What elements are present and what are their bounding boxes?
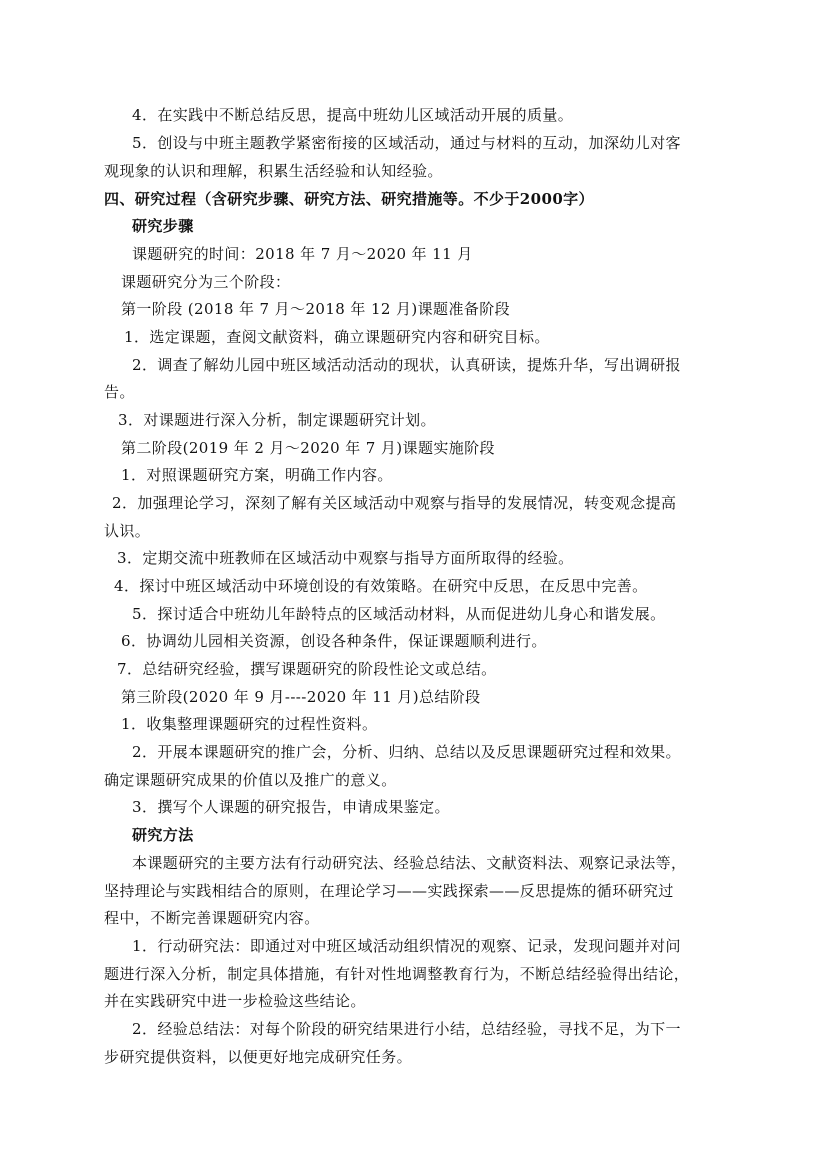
text-line: 5．探讨适合中班幼儿年龄特点的区域活动材料，从而促进幼儿身心和谐发展。 xyxy=(132,605,666,623)
text-line: 并在实践研究中进一步检验这些结论。 xyxy=(104,992,366,1010)
text-line: 本课题研究的主要方法有行动研究法、经验总结法、文献资料法、观察记录法等， xyxy=(132,854,687,872)
text-line: 1．行动研究法：即通过对中班区域活动组织情况的观察、记录，发现问题并对问 xyxy=(132,937,681,955)
text-line: 7．总结研究经验，撰写课题研究的阶段性论文或总结。 xyxy=(117,660,497,678)
text-line: 2．调查了解幼儿园中班区域活动活动的现状，认真研读，提炼升华，写出调研报 xyxy=(132,356,681,374)
text-line: 2．经验总结法：对每个阶段的研究结果进行小结，总结经验，寻找不足，为下一 xyxy=(132,1020,681,1038)
text-line: 5．创设与中班主题教学紧密衔接的区域活动，通过与材料的互动，加深幼儿对客 xyxy=(132,134,681,152)
text-line: 1．对照课题研究方案，明确工作内容。 xyxy=(121,466,393,484)
section-heading: 四、研究过程（含研究步骤、研究方法、研究措施等。不少于2000字） xyxy=(104,190,594,208)
text-line: 步研究提供资料，以便更好地完成研究任务。 xyxy=(104,1048,413,1066)
text-line: 告。 xyxy=(104,383,135,401)
text-line: 题进行深入分析，制定具体措施，有针对性地调整教育行为，不断总结经验得出结论， xyxy=(104,965,690,983)
text-line: 第一阶段 (2018 年 7 月～2018 年 12 月)课题准备阶段 xyxy=(121,300,511,318)
text-line: 第二阶段(2019 年 2 月～2020 年 7 月)课题实施阶段 xyxy=(121,439,495,457)
text-line: 课题研究的时间：2018 年 7 月～2020 年 11 月 xyxy=(132,245,473,263)
subsection-heading: 研究方法 xyxy=(132,826,194,844)
text-line: 程中，不断完善课题研究内容。 xyxy=(104,909,320,927)
subsection-heading: 研究步骤 xyxy=(132,217,194,235)
text-line: 3．对课题进行深入分析，制定课题研究计划。 xyxy=(118,411,436,429)
text-line: 2．开展本课题研究的推广会，分析、归纳、总结以及反思课题研究过程和效果。 xyxy=(132,743,681,761)
text-line: 坚持理论与实践相结合的原则，在理论学习——实践探索——反思提炼的循环研究过 xyxy=(104,882,674,900)
text-line: 3．定期交流中班教师在区域活动中观察与指导方面所取得的经验。 xyxy=(117,549,574,567)
text-line: 1．选定课题，查阅文献资料，确立课题研究内容和研究目标。 xyxy=(124,328,550,346)
text-line: 4．探讨中班区域活动中环境创设的有效策略。在研究中反思，在反思中完善。 xyxy=(114,577,648,595)
text-line: 6．协调幼儿园相关资源，创设各种条件，保证课题顺利进行。 xyxy=(121,632,547,650)
text-line: 第三阶段(2020 年 9 月----2020 年 11 月)总结阶段 xyxy=(121,688,481,706)
text-line: 观现象的认识和理解，积累生活经验和认知经验。 xyxy=(104,162,443,180)
text-line: 3．撰写个人课题的研究报告，申请成果鉴定。 xyxy=(132,798,450,816)
text-line: 课题研究分为三个阶段： xyxy=(121,273,291,291)
text-line: 认识。 xyxy=(104,522,151,540)
text-line: 2．加强理论学习，深刻了解有关区域活动中观察与指导的发展情况，转变观念提高 xyxy=(112,494,677,512)
text-line: 4．在实践中不断总结反思，提高中班幼儿区域活动开展的质量。 xyxy=(132,106,574,124)
text-line: 确定课题研究成果的价值以及推广的意义。 xyxy=(104,771,397,789)
text-line: 1．收集整理课题研究的过程性资料。 xyxy=(121,715,378,733)
